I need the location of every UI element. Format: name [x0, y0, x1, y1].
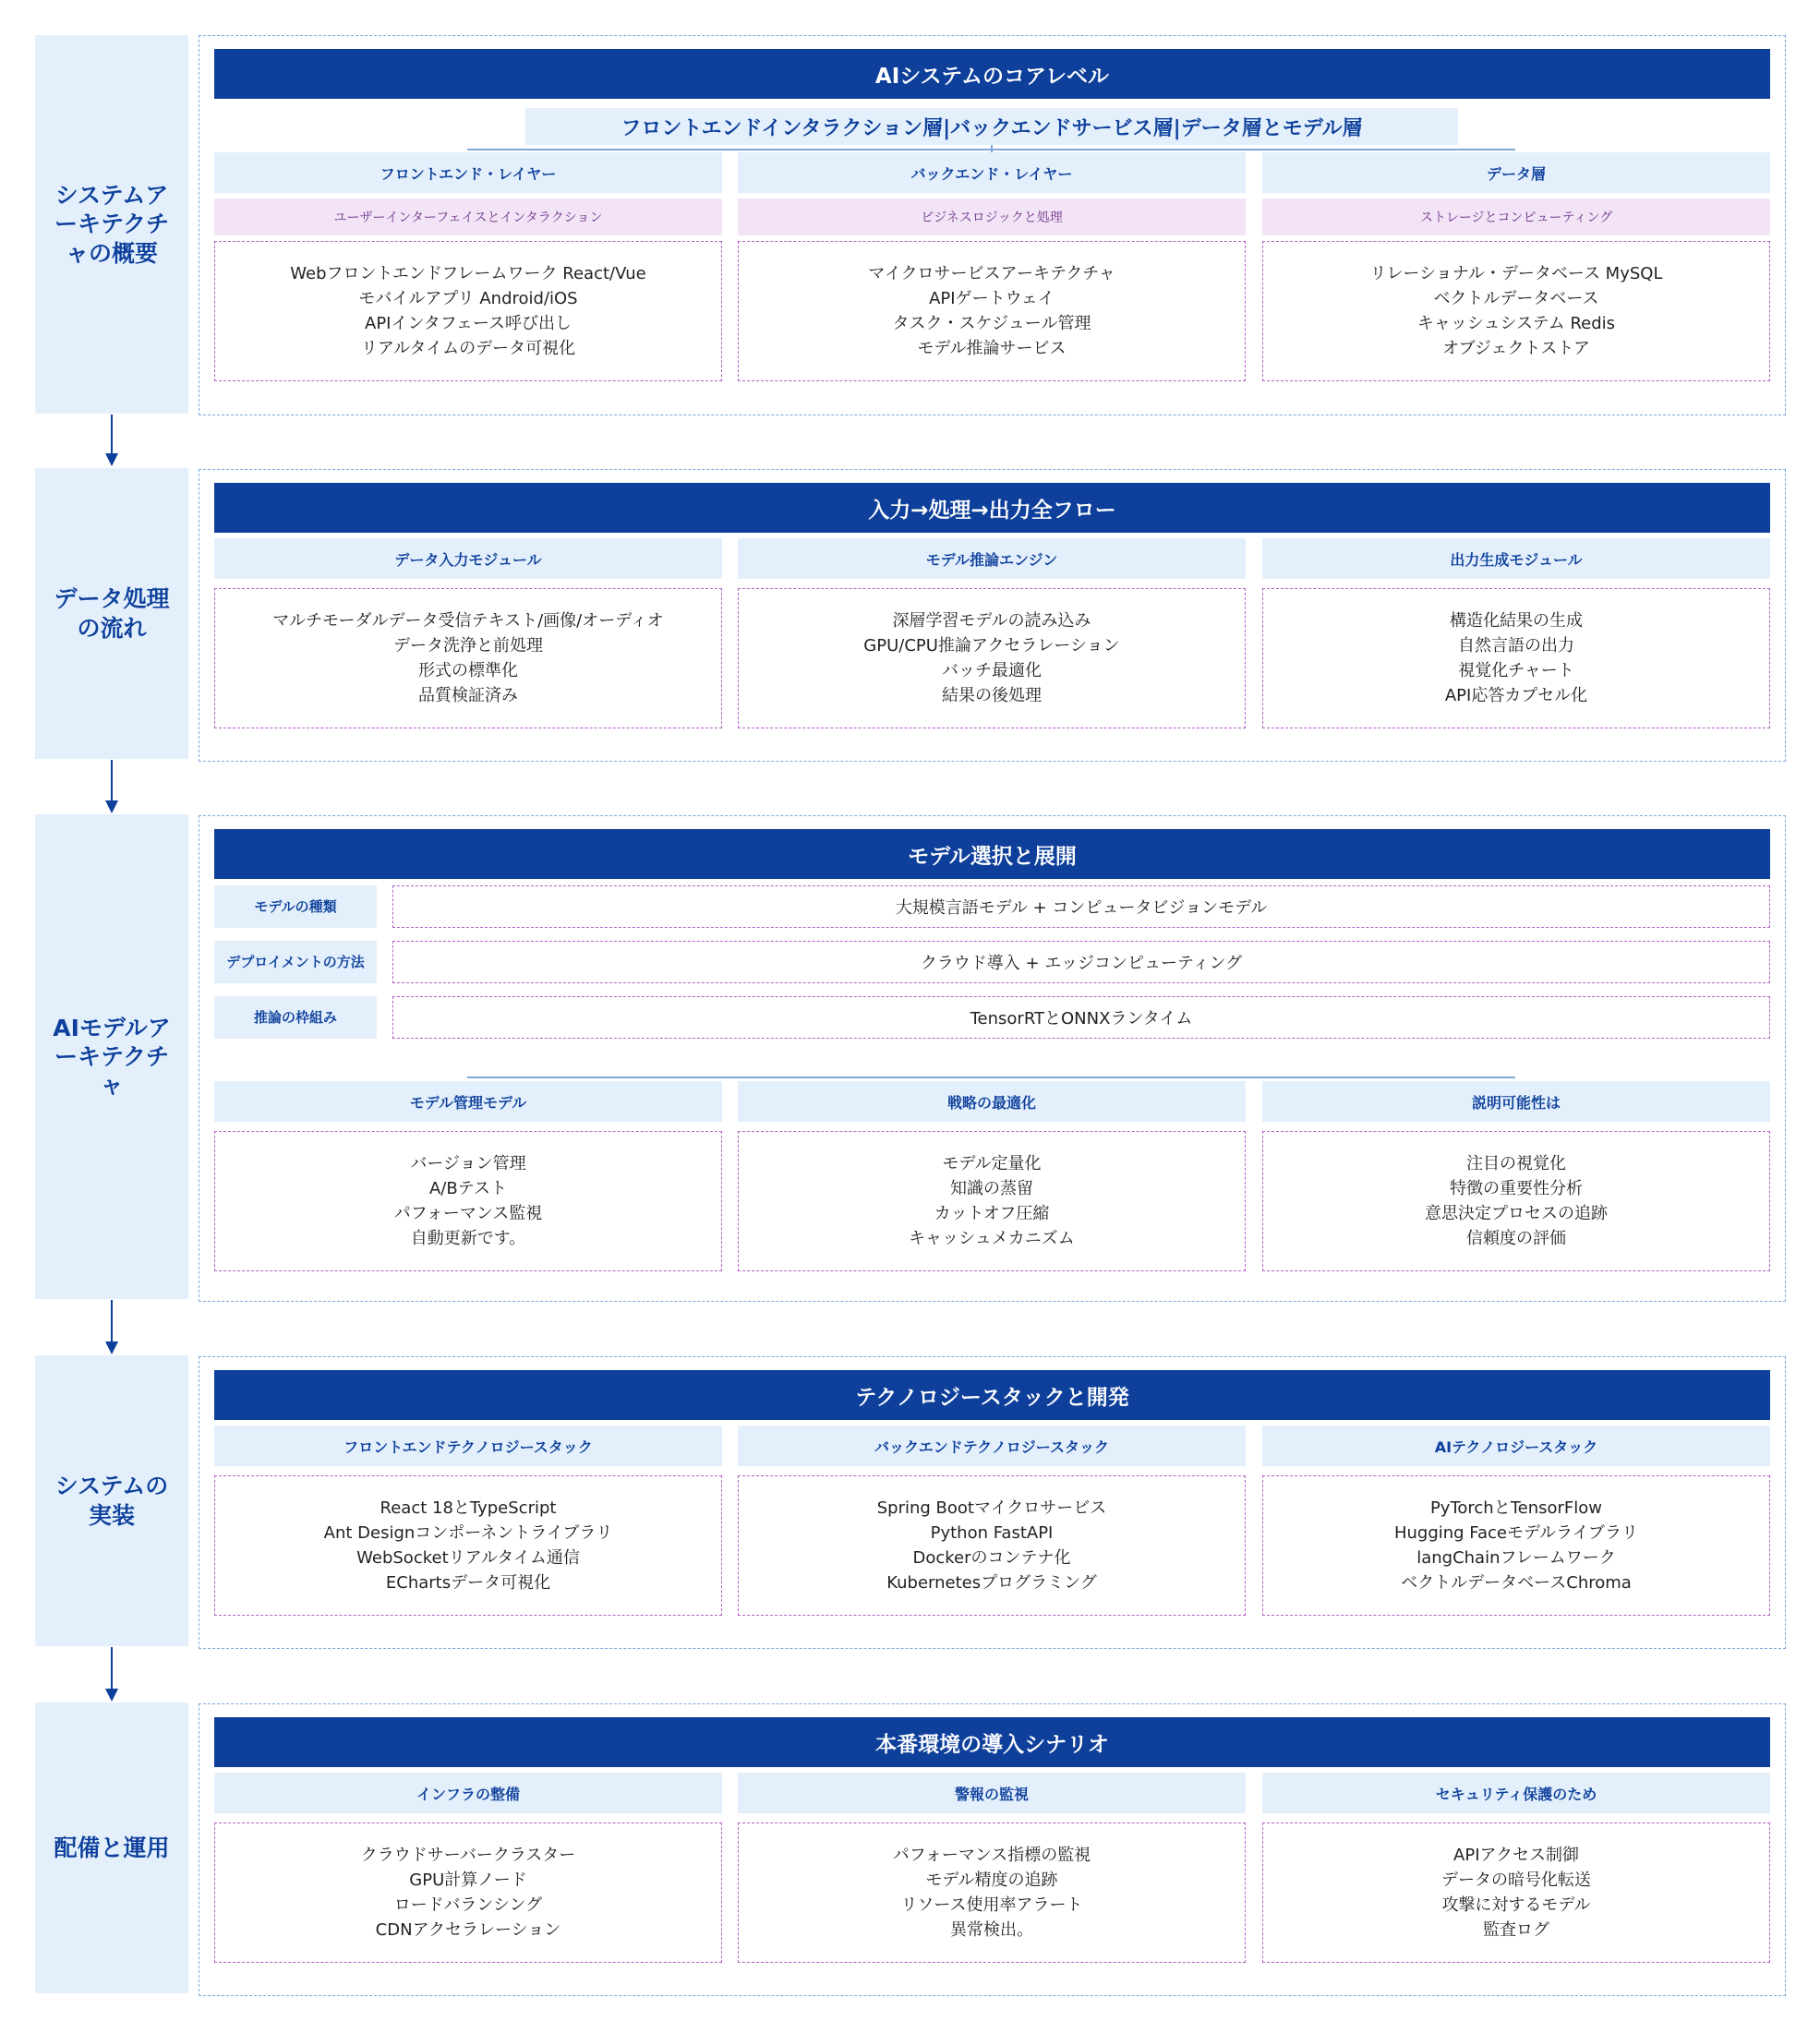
- column-header: AIテクノロジースタック: [1262, 1426, 1770, 1466]
- column-header: フロントエンド・レイヤー: [214, 152, 722, 193]
- section-subbanner: フロントエンドインタラクション層|バックエンドサービス層|データ層とモデル層: [525, 108, 1458, 145]
- detail-item: クラウドサーバークラスター: [360, 1846, 576, 1865]
- section-implementation: [199, 1356, 1786, 1649]
- detail-item: GPU/CPU推論アクセラレーション: [863, 636, 1120, 656]
- detail-item: APIアクセス制御: [1453, 1846, 1579, 1865]
- column-subheader: ユーザーインターフェイスとインタラクション: [214, 198, 722, 235]
- column-header: バックエンドテクノロジースタック: [738, 1426, 1246, 1466]
- column-detail-box: [1262, 1822, 1770, 1963]
- detail-item: パフォーマンス指標の監視: [892, 1846, 1091, 1865]
- section-banner: テクノロジースタックと開発: [214, 1370, 1770, 1420]
- detail-item: オブジェクトストア: [1442, 339, 1590, 358]
- side-label-text: 配備と運用: [54, 1834, 170, 1861]
- column-detail-box: [738, 1475, 1246, 1616]
- column-header: フロントエンドテクノロジースタック: [214, 1426, 722, 1466]
- column-header: 説明可能性は: [1262, 1081, 1770, 1122]
- detail-item: 視覚化チャート: [1458, 661, 1574, 680]
- section-banner: 本番環境の導入シナリオ: [214, 1717, 1770, 1767]
- side-label-text: システムアーキテクチャの概要: [54, 182, 169, 267]
- column-subheader: ストレージとコンピューティング: [1262, 198, 1770, 235]
- detail-item: データの暗号化転送: [1441, 1871, 1591, 1890]
- detail-item: バージョン管理: [410, 1154, 526, 1173]
- detail-item: ロードバランシング: [393, 1895, 543, 1915]
- detail-item: CDNアクセラレーション: [375, 1920, 561, 1940]
- column-subheader: ビジネスロジックと処理: [738, 198, 1246, 235]
- section-architecture: [199, 35, 1786, 415]
- detail-item: API応答カプセル化: [1444, 686, 1588, 705]
- row-label: 推論の枠組み: [214, 996, 377, 1039]
- detail-item: Spring Bootマイクロサービス: [876, 1498, 1107, 1518]
- detail-item: 構造化結果の生成: [1450, 611, 1583, 631]
- detail-item: React 18とTypeScript: [380, 1498, 557, 1518]
- side-label-text: データ処理の流れ: [54, 585, 170, 642]
- detail-item: パフォーマンス監視: [393, 1204, 543, 1223]
- detail-item: 結果の後処理: [942, 686, 1042, 705]
- detail-item: APIゲートウェイ: [929, 289, 1055, 308]
- section-data-flow: [199, 469, 1786, 762]
- column-header: インフラの整備: [214, 1773, 722, 1813]
- row-value: 大規模言語モデル + コンピュータビジョンモデル: [392, 885, 1770, 928]
- detail-item: Kubernetesプログラミング: [886, 1573, 1097, 1593]
- column-detail-box: [1262, 1131, 1770, 1271]
- side-label-ai-model: [35, 814, 188, 1299]
- column-header: セキュリティ保護のため: [1262, 1773, 1770, 1813]
- detail-item: PyTorchとTensorFlow: [1429, 1498, 1603, 1518]
- column-header: モデル管理モデル: [214, 1081, 722, 1122]
- detail-item: 特徴の重要性分析: [1450, 1179, 1583, 1198]
- column-detail-box: [1262, 588, 1770, 728]
- column-detail-box: [214, 1475, 722, 1616]
- column-detail-box: [214, 241, 722, 381]
- section-ai-model: [199, 815, 1786, 1302]
- detail-item: 注目の視覚化: [1466, 1154, 1566, 1173]
- detail-item: 自然言語の出力: [1458, 636, 1574, 656]
- column-detail-box: [214, 1131, 722, 1271]
- row-label: デプロイメントの方法: [214, 941, 377, 983]
- detail-item: Dockerのコンテナ化: [912, 1548, 1071, 1568]
- section-banner: AIシステムのコアレベル: [214, 49, 1770, 99]
- side-label-text: AIモデルアーキテクチャ: [53, 1014, 171, 1100]
- detail-item: Webフロントエンドフレームワーク React/Vue: [290, 264, 646, 283]
- column-detail-box: [1262, 1475, 1770, 1616]
- column-detail-box: [738, 588, 1246, 728]
- detail-item: 形式の標準化: [418, 661, 518, 680]
- detail-item: モデル推論サービス: [917, 339, 1067, 358]
- detail-item: 信頼度の評価: [1466, 1229, 1566, 1248]
- column-detail-box: [738, 241, 1246, 381]
- detail-item: モバイルアプリ Android/iOS: [358, 289, 578, 308]
- detail-item: APIインタフェース呼び出し: [365, 314, 572, 333]
- detail-item: Hugging Faceモデルライブラリ: [1393, 1523, 1639, 1543]
- column-header: モデル推論エンジン: [738, 538, 1246, 579]
- column-detail-box: [1262, 241, 1770, 381]
- side-label-data-flow: [35, 468, 188, 759]
- detail-item: リアルタイムのデータ可視化: [360, 339, 576, 358]
- detail-item: Python FastAPI: [930, 1523, 1054, 1543]
- connector-line: [467, 1077, 1515, 1078]
- column-header: データ層: [1262, 152, 1770, 193]
- side-label-architecture: [35, 35, 188, 414]
- column-detail-box: [738, 1131, 1246, 1271]
- section-banner: 入力→処理→出力全フロー: [214, 483, 1770, 533]
- detail-item: 監査ログ: [1483, 1920, 1549, 1940]
- connector-line: [467, 149, 1515, 150]
- detail-item: GPU計算ノード: [409, 1871, 527, 1890]
- row-label: モデルの種類: [214, 885, 377, 928]
- detail-item: WebSocketリアルタイム通信: [356, 1548, 580, 1568]
- detail-item: 異常検出。: [950, 1920, 1033, 1940]
- detail-item: キャッシュシステム Redis: [1416, 314, 1616, 333]
- detail-item: リレーショナル・データベース MySQL: [1369, 264, 1663, 283]
- detail-item: バッチ最適化: [942, 661, 1042, 680]
- detail-item: langChainフレームワーク: [1416, 1548, 1616, 1568]
- detail-item: マルチモーダルデータ受信テキスト/画像/オーディオ: [272, 611, 664, 631]
- detail-item: EChartsデータ可視化: [385, 1573, 551, 1593]
- detail-item: 品質検証済み: [418, 686, 518, 705]
- detail-item: 自動更新です。: [410, 1229, 526, 1248]
- row-value: クラウド導入 + エッジコンピューティング: [392, 941, 1770, 983]
- detail-item: A/Bテスト: [428, 1179, 507, 1198]
- column-detail-box: [214, 588, 722, 728]
- column-header: データ入力モジュール: [214, 538, 722, 579]
- detail-item: タスク・スケジュール管理: [892, 314, 1091, 333]
- side-label-implementation: [35, 1355, 188, 1646]
- column-detail-box: [738, 1822, 1246, 1963]
- column-header: 戦略の最適化: [738, 1081, 1246, 1122]
- detail-item: ベクトルデータベースChroma: [1401, 1573, 1632, 1593]
- detail-item: リソース使用率アラート: [900, 1895, 1083, 1915]
- section-deployment: [199, 1703, 1786, 1996]
- detail-item: Ant Designコンポーネントライブラリ: [323, 1523, 613, 1543]
- column-header: 出力生成モジュール: [1262, 538, 1770, 579]
- detail-item: 意思決定プロセスの追跡: [1425, 1204, 1608, 1223]
- side-label-deployment: [35, 1702, 188, 1993]
- column-detail-box: [214, 1822, 722, 1963]
- detail-item: 深層学習モデルの読み込み: [892, 611, 1091, 631]
- side-label-text: システムの実装: [54, 1473, 169, 1529]
- column-header: バックエンド・レイヤー: [738, 152, 1246, 193]
- detail-item: 知識の蒸留: [950, 1179, 1033, 1198]
- detail-item: マイクロサービスアーキテクチャ: [868, 264, 1115, 283]
- detail-item: 攻撃に対するモデル: [1441, 1895, 1591, 1915]
- section-banner: モデル選択と展開: [214, 829, 1770, 879]
- row-value: TensorRTとONNXランタイム: [392, 996, 1770, 1039]
- detail-item: ベクトルデータベース: [1433, 289, 1599, 308]
- detail-item: モデル定量化: [942, 1154, 1042, 1173]
- detail-item: キャッシュメカニズム: [909, 1229, 1075, 1248]
- detail-item: データ洗浄と前処理: [393, 636, 543, 656]
- detail-item: カットオフ圧縮: [934, 1204, 1050, 1223]
- column-header: 警報の監視: [738, 1773, 1246, 1813]
- detail-item: モデル精度の追跡: [925, 1871, 1058, 1890]
